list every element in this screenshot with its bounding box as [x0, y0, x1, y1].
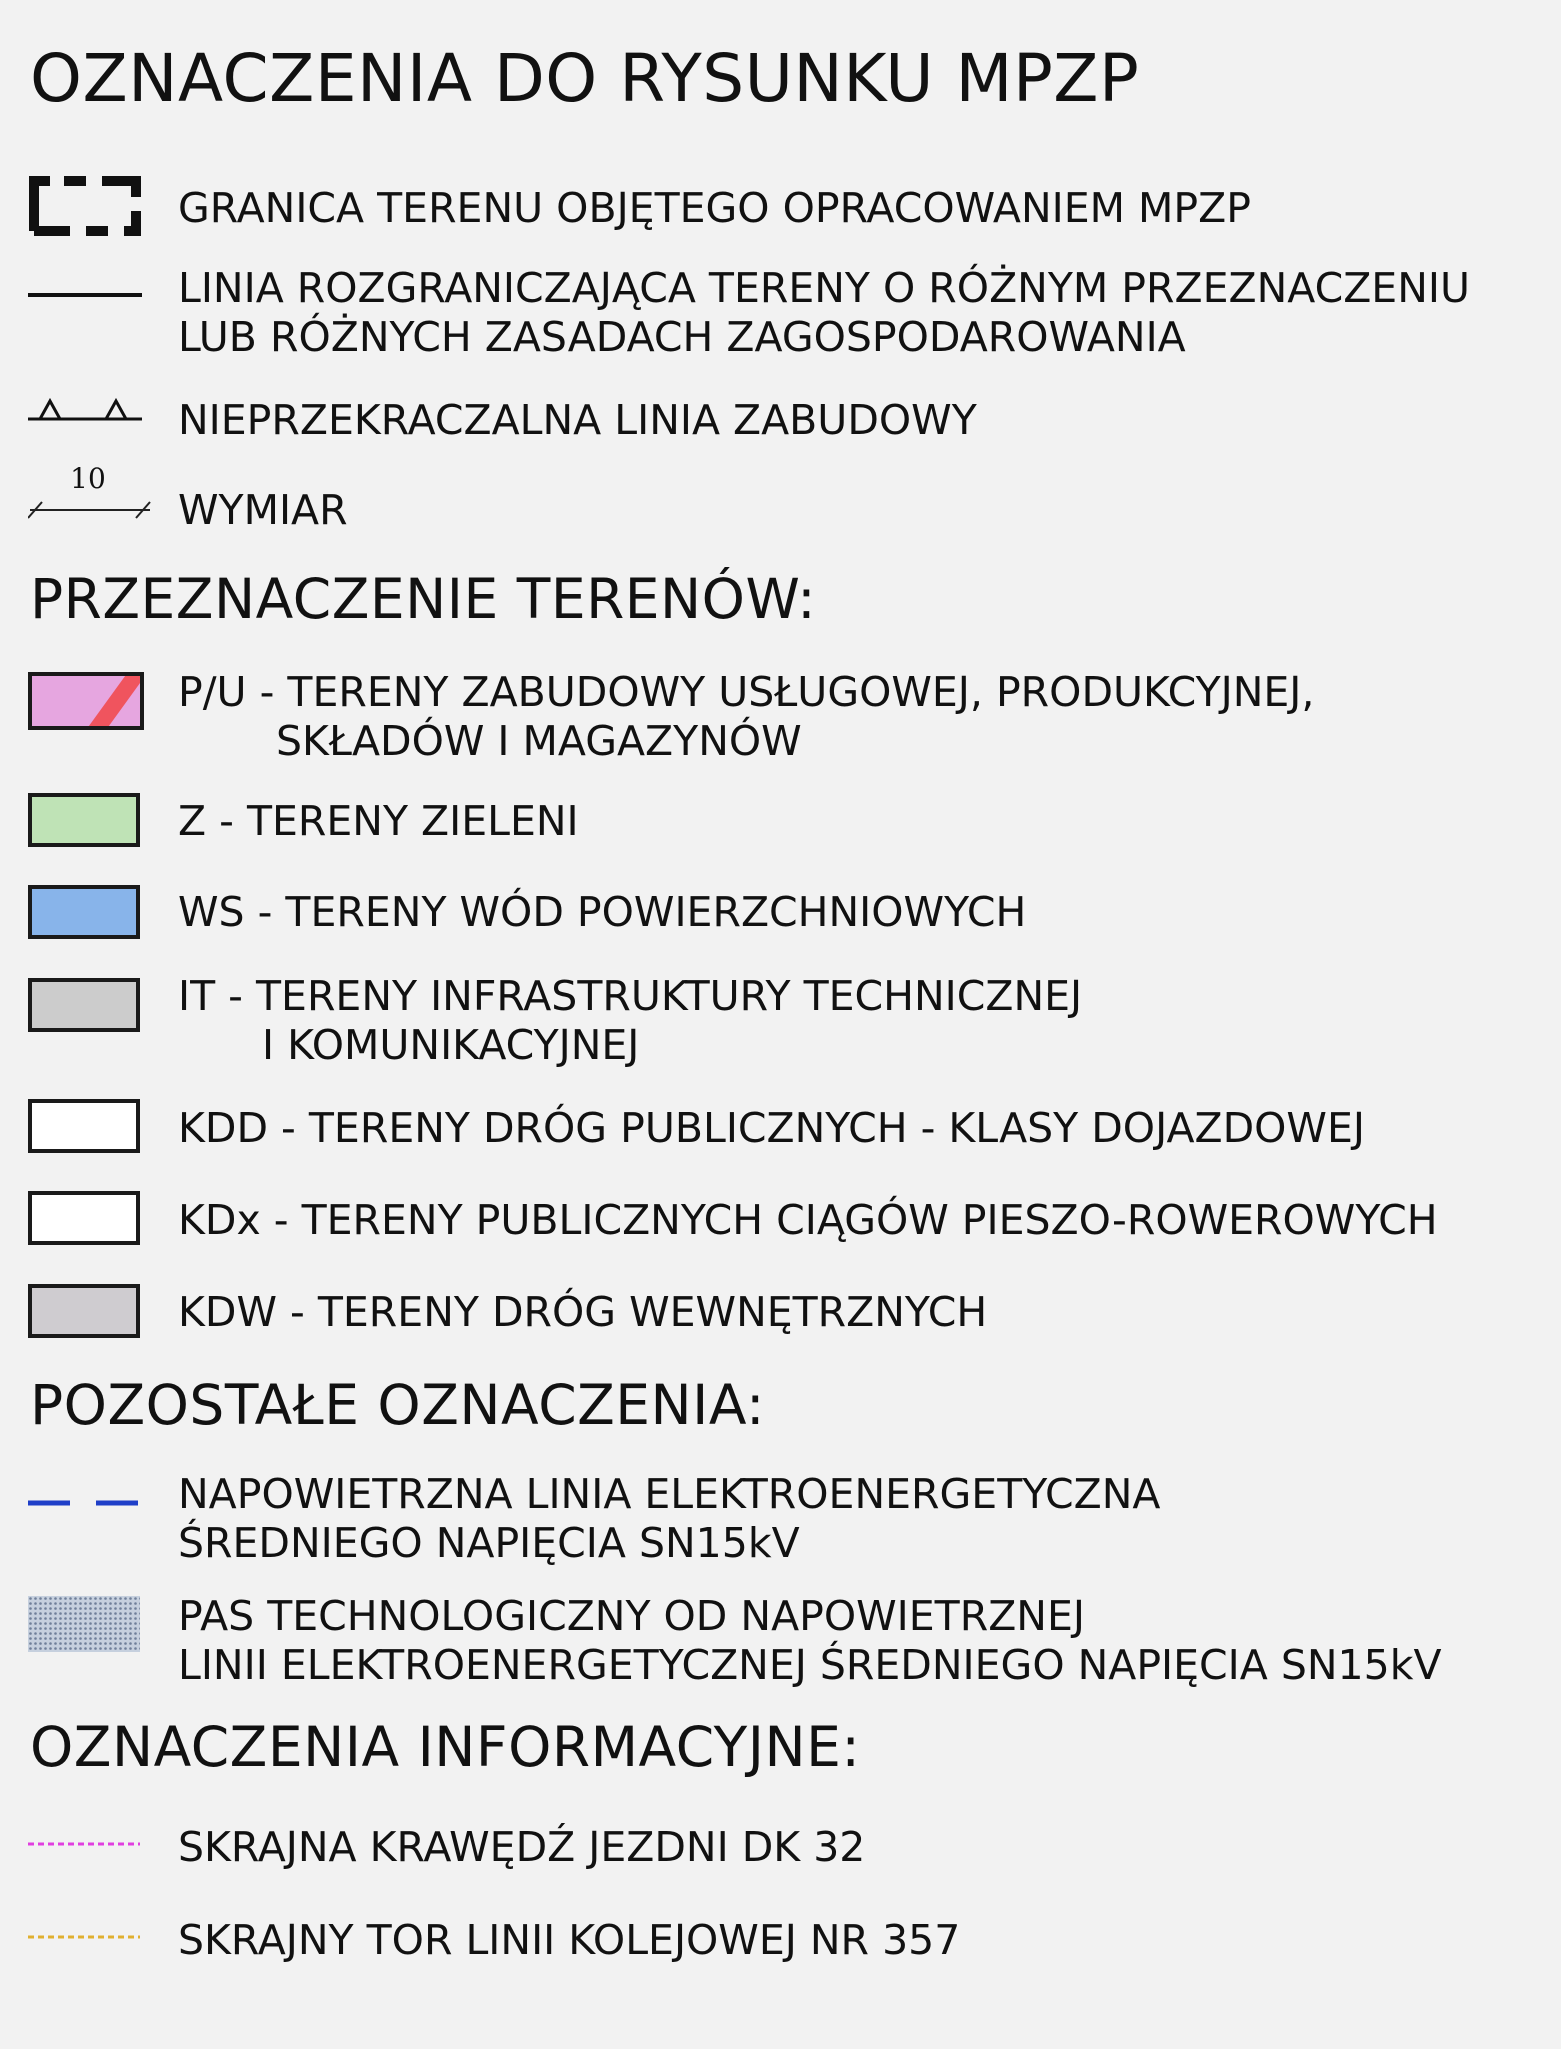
dimension-label: WYMIAR	[178, 486, 348, 534]
road-edge-icon	[28, 1840, 148, 1848]
road-edge-label: SKRAJNA KRAWĘDŹ JEZDNI DK 32	[178, 1823, 866, 1871]
tech-strip-label: PAS TECHNOLOGICZNY OD NAPOWIETRZNEJ LINII ELEKTROENERGETYCZNEJ ŚREDNIEGO NAPIĘCIA SN15kV	[178, 1592, 1442, 1689]
swatch-it	[28, 978, 140, 1032]
info-heading: OZNACZENIA INFORMACYJNE:	[30, 1715, 861, 1779]
land-use-heading: PRZEZNACZENIE TERENÓW:	[30, 567, 817, 631]
swatch-kdx	[28, 1191, 140, 1245]
dividing-line-label: LINIA ROZGRANICZAJĄCA TERENY O RÓŻNYM PRZEZNACZENIU LUB RÓŻNYCH ZASADACH ZAGOSPODAROWANIA	[178, 264, 1470, 361]
other-heading: POZOSTAŁE OZNACZENIA:	[30, 1373, 766, 1437]
swatch-kdw	[28, 1284, 140, 1338]
land-use-ws-label: WS - TERENY WÓD POWIERZCHNIOWYCH	[178, 888, 1027, 936]
tech-strip-icon	[28, 1596, 140, 1652]
land-use-kdx-label: KDx - TERENY PUBLICZNYCH CIĄGÓW PIESZO-ROWEROWYCH	[178, 1196, 1438, 1244]
building-line-label: NIEPRZEKRACZALNA LINIA ZABUDOWY	[178, 396, 977, 444]
boundary-label: GRANICA TERENU OBJĘTEGO OPRACOWANIEM MPZP	[178, 184, 1251, 232]
building-line-icon	[28, 395, 148, 425]
dimension-icon	[28, 498, 152, 522]
power-line-label: NAPOWIETRZNA LINIA ELEKTROENERGETYCZNA ŚREDNIEGO NAPIĘCIA SN15kV	[178, 1470, 1161, 1567]
swatch-kdd	[28, 1099, 140, 1153]
swatch-z	[28, 793, 140, 847]
rail-track-icon	[28, 1933, 148, 1941]
land-use-kdd-label: KDD - TERENY DRÓG PUBLICZNYCH - KLASY DOJAZDOWEJ	[178, 1104, 1365, 1152]
dimension-value: 10	[70, 462, 106, 495]
legend-title: OZNACZENIA DO RYSUNKU MPZP	[30, 40, 1140, 117]
swatch-pu	[28, 672, 144, 730]
dividing-line-icon	[28, 290, 148, 300]
land-use-pu-label: P/U - TERENY ZABUDOWY USŁUGOWEJ, PRODUKCYJNEJ, SKŁADÓW I MAGAZYNÓW	[178, 668, 1315, 765]
boundary-line-icon	[28, 175, 148, 239]
power-line-icon	[28, 1498, 148, 1508]
swatch-ws	[28, 885, 140, 939]
land-use-kdw-label: KDW - TERENY DRÓG WEWNĘTRZNYCH	[178, 1288, 988, 1336]
land-use-z-label: Z - TERENY ZIELENI	[178, 797, 579, 845]
land-use-it-label: IT - TERENY INFRASTRUKTURY TECHNICZNEJ I KOMUNIKACYJNEJ	[178, 972, 1083, 1069]
rail-track-label: SKRAJNY TOR LINII KOLEJOWEJ NR 357	[178, 1916, 961, 1964]
